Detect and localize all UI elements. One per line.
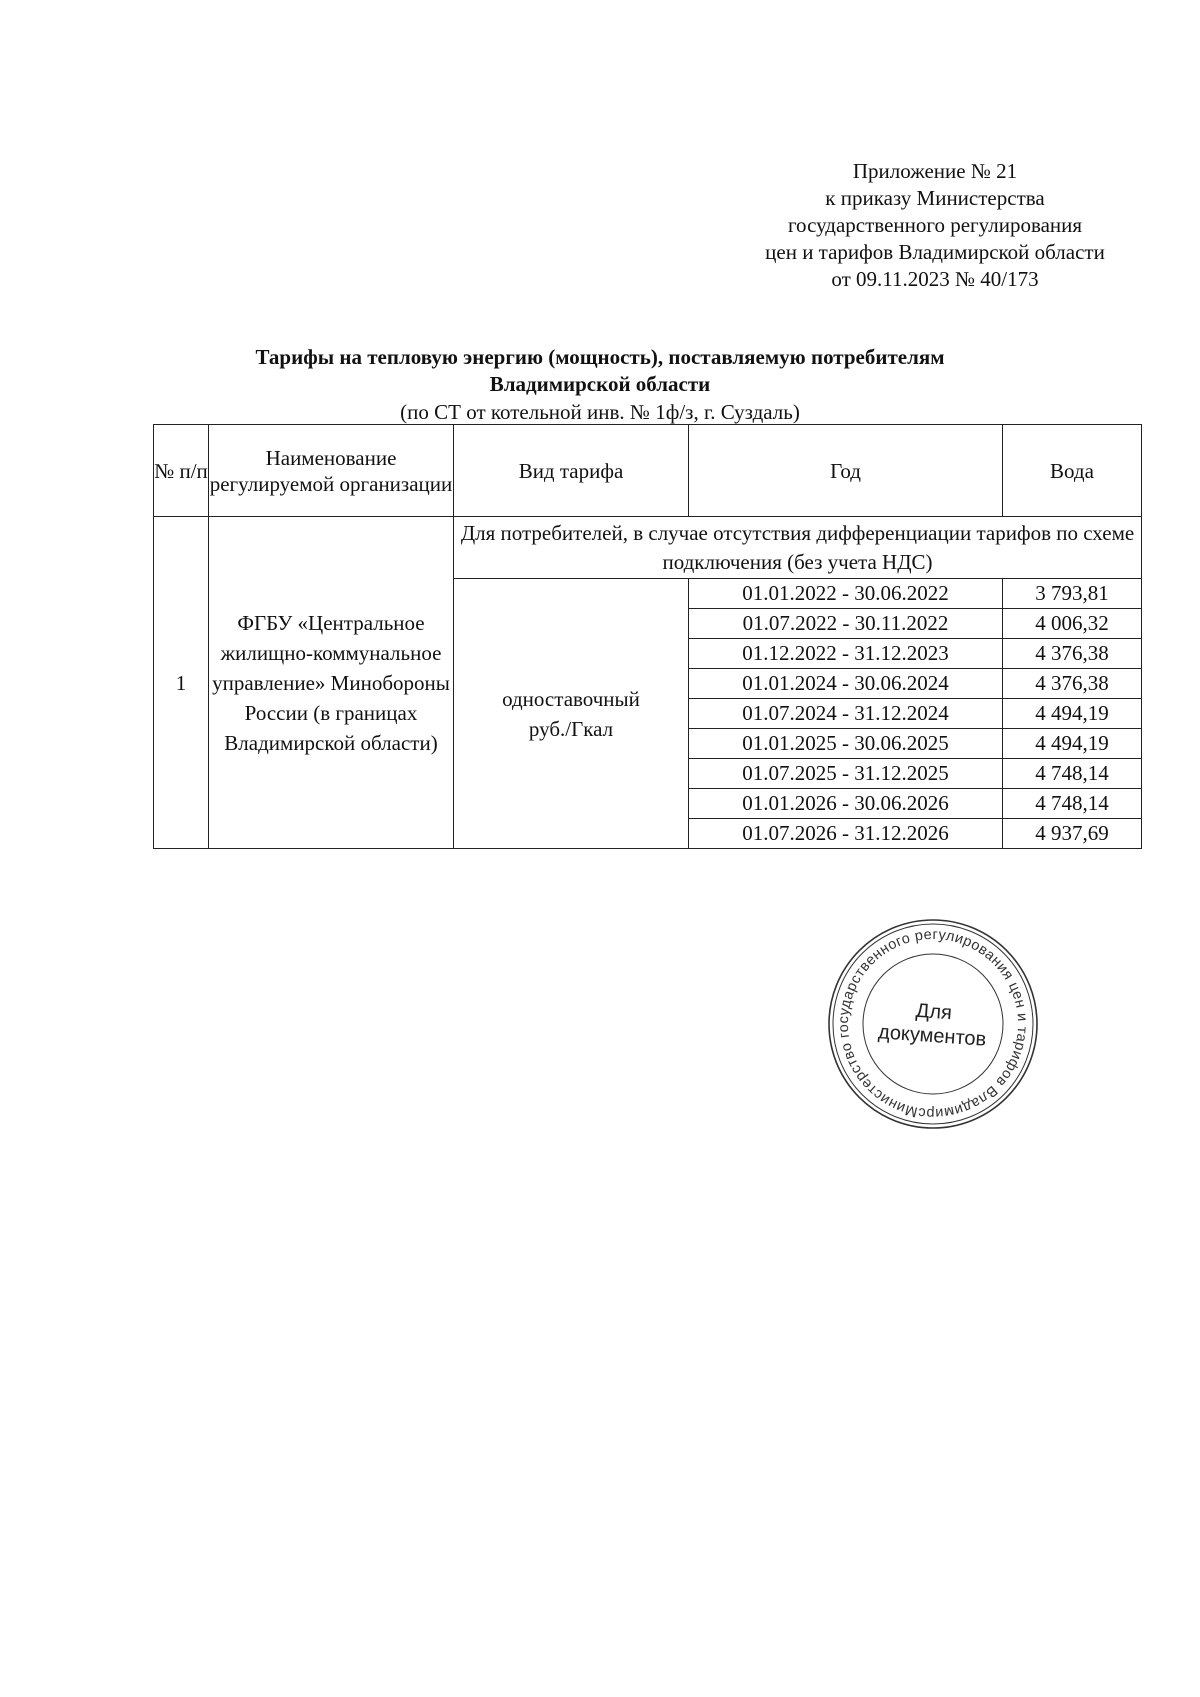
value-cell: 4 494,19 bbox=[1003, 699, 1142, 729]
period-cell: 01.07.2025 - 31.12.2025 bbox=[689, 759, 1003, 789]
document-title bbox=[150, 344, 1050, 398]
header-water: Вода bbox=[1003, 425, 1142, 517]
table-header-row bbox=[154, 425, 1142, 517]
period-cell: 01.07.2022 - 30.11.2022 bbox=[689, 609, 1003, 639]
official-stamp bbox=[826, 917, 1040, 1131]
period-cell: 01.07.2024 - 31.12.2024 bbox=[689, 699, 1003, 729]
header-year: Год bbox=[689, 425, 1003, 517]
tariff-kind-cell bbox=[454, 579, 689, 849]
header-org: Наименование регулируемой организации bbox=[209, 425, 454, 517]
value-cell: 4 748,14 bbox=[1003, 759, 1142, 789]
period-cell: 01.01.2026 - 30.06.2026 bbox=[689, 789, 1003, 819]
header-kind: Вид тарифа bbox=[454, 425, 689, 517]
value-cell: 4 748,14 bbox=[1003, 789, 1142, 819]
stamp-center bbox=[819, 910, 1047, 1138]
value-cell: 4 494,19 bbox=[1003, 729, 1142, 759]
value-cell: 4 006,32 bbox=[1003, 609, 1142, 639]
row-number: 1 bbox=[154, 517, 209, 849]
value-cell: 3 793,81 bbox=[1003, 579, 1142, 609]
tariff-kind: одноставочный bbox=[502, 686, 640, 711]
header-num: № п/п bbox=[154, 425, 209, 517]
stamp-center-line: Для bbox=[915, 999, 953, 1025]
period-cell: 01.01.2025 - 30.06.2025 bbox=[689, 729, 1003, 759]
period-cell: 01.07.2026 - 31.12.2026 bbox=[689, 819, 1003, 849]
appendix-block bbox=[700, 158, 1170, 293]
appendix-line: Приложение № 21 bbox=[852, 159, 1018, 183]
stamp-center-line: документов bbox=[877, 1021, 987, 1051]
tariff-table bbox=[153, 424, 1142, 849]
document-subtitle: (по СТ от котельной инв. № 1ф/з, г. Суздаль) bbox=[400, 400, 800, 424]
table-row bbox=[154, 517, 1142, 579]
value-cell: 4 376,38 bbox=[1003, 669, 1142, 699]
organization-name: ФГБУ «Центральное жилищно-коммунальное управление» Минобороны России (в границах Владимирской области) bbox=[209, 517, 454, 849]
tariff-note: Для потребителей, в случае отсутствия дифференциации тарифов по схеме подключения (без учета НДС) bbox=[454, 517, 1142, 579]
value-cell: 4 376,38 bbox=[1003, 639, 1142, 669]
appendix-line: к приказу Министерства bbox=[825, 186, 1045, 210]
period-cell: 01.01.2024 - 30.06.2024 bbox=[689, 669, 1003, 699]
appendix-line: от 09.11.2023 № 40/173 bbox=[831, 267, 1039, 291]
title-line: Владимирской области bbox=[489, 372, 711, 396]
period-cell: 01.12.2022 - 31.12.2023 bbox=[689, 639, 1003, 669]
tariff-unit: руб./Гкал bbox=[528, 716, 614, 741]
appendix-line: цен и тарифов Владимирской области bbox=[765, 240, 1105, 264]
stamp-ring-text: Министерство государственного регулирования цен и тарифов Владимирской bbox=[835, 926, 1031, 1122]
value-cell: 4 937,69 bbox=[1003, 819, 1142, 849]
title-line: Тарифы на тепловую энергию (мощность), поставляемую потребителям bbox=[255, 345, 945, 369]
period-cell: 01.01.2022 - 30.06.2022 bbox=[689, 579, 1003, 609]
appendix-line: государственного регулирования bbox=[787, 213, 1083, 237]
